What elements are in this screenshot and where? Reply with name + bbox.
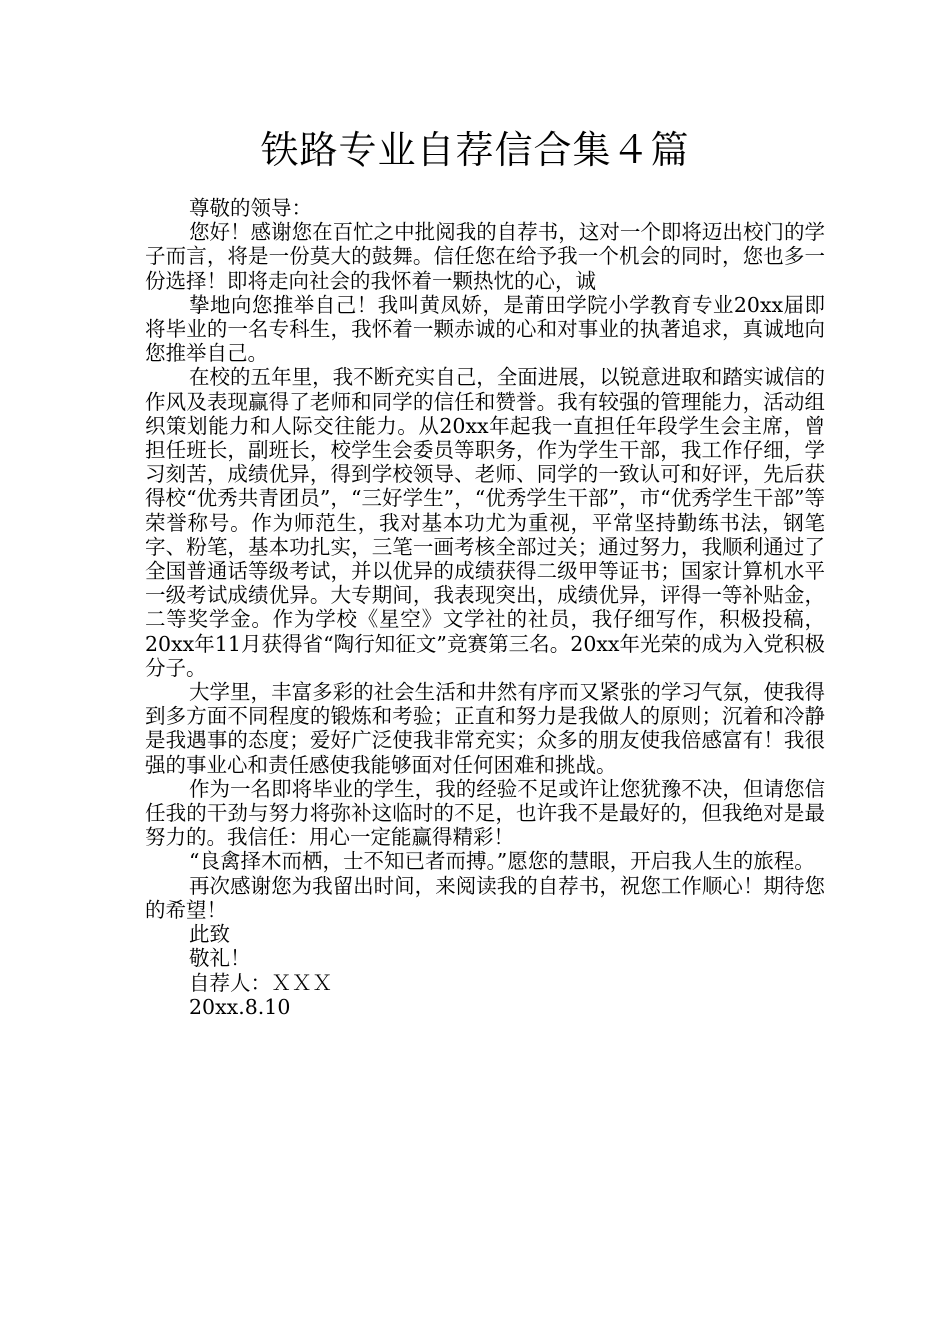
page-title: 铁路专业自荐信合集４篇 (260, 128, 690, 172)
paragraph-introduction: 挚地向您推举自己！我叫黄凤娇，是莆田学院小学教育专业20xx届即将毕业的一名专科生，我怀着一颗赤诚的心和对事业的执著追求，真诚地向您推举自己。 (145, 292, 825, 366)
paragraph-university: 大学里，丰富多彩的社会生活和井然有序而又紧张的学习气氛，使我得到多方面不同程度的锻炼和考验；正直和努力是我做人的原则；沉着和冷静是我遇事的态度；爱好广泛使我非常充实；众多的朋友使我倍感富有！我很强的事业心和责任感使我能够面对任何困难和挑战。 (145, 680, 825, 777)
paragraph-school-years: 在校的五年里，我不断充实自己，全面进展，以锐意进取和踏实诚信的作风及表现赢得了老师和同学的信任和赞誉。我有较强的管理能力，活动组织策划能力和人际交往能力。从20xx年起我一直担任年段学生会主席，曾担任班长，副班长，校学生会委员等职务，作为学生干部，我工作仔细，学习刻苦，成绩优异，得到学校领导、老师、同学的一致认可和好评，先后获得校“优秀共青团员”，“三好学生”，“优秀学生干部”，市“优秀学生干部”等荣誉称号。作为师范生，我对基本功尤为重视，平常坚持勤练书法，钢笔字、粉笔，基本功扎实，三笔一画考核全部过关；通过努力，我顺利通过了全国普通话等级考试，并以优异的成绩获得二级甲等证书；国家计算机水平一级考试成绩优异。大专期间，我表现突出，成绩优异，评得一等补贴金，二等奖学金。作为学校《星空》文学社的社员，我仔细写作，积极投稿，20xx年11月获得省“陶行知征文”竞赛第三名。20xx年光荣的成为入党积极分子。 (145, 365, 825, 680)
paragraph-greeting: 您好！感谢您在百忙之中批阅我的自荐书，这对一个即将迈出校门的学子而言，将是一份莫大的鼓舞。信任您在给予我一个机会的同时，您也多一份选择！即将走向社会的我怀着一颗热忱的心，诚 (145, 220, 825, 293)
date: 20xx.8.10 (189, 994, 291, 1019)
signer: 自荐人：ＸＸＸ (189, 970, 333, 995)
paragraph-quote: “良禽择木而栖，士不知已者而搏。”愿您的慧眼，开启我人生的旅程。 (189, 849, 815, 874)
salutation: 尊敬的领导： (189, 196, 312, 220)
paragraph-graduate: 作为一名即将毕业的学生，我的经验不足或许让您犹豫不决，但请您信任我的干劲与努力将弥补这临时的不足，也许我不是最好的，但我绝对是最努力的。我信任：用心一定能赢得精彩！ (145, 776, 825, 850)
closing-line-1: 此致 (189, 922, 230, 947)
closing-line-2: 敬礼！ (189, 946, 251, 971)
paragraph-thanks: 再次感谢您为我留出时间，来阅读我的自荐书，祝您工作顺心！期待您的希望！ (145, 873, 825, 922)
letter-body (145, 196, 825, 1019)
